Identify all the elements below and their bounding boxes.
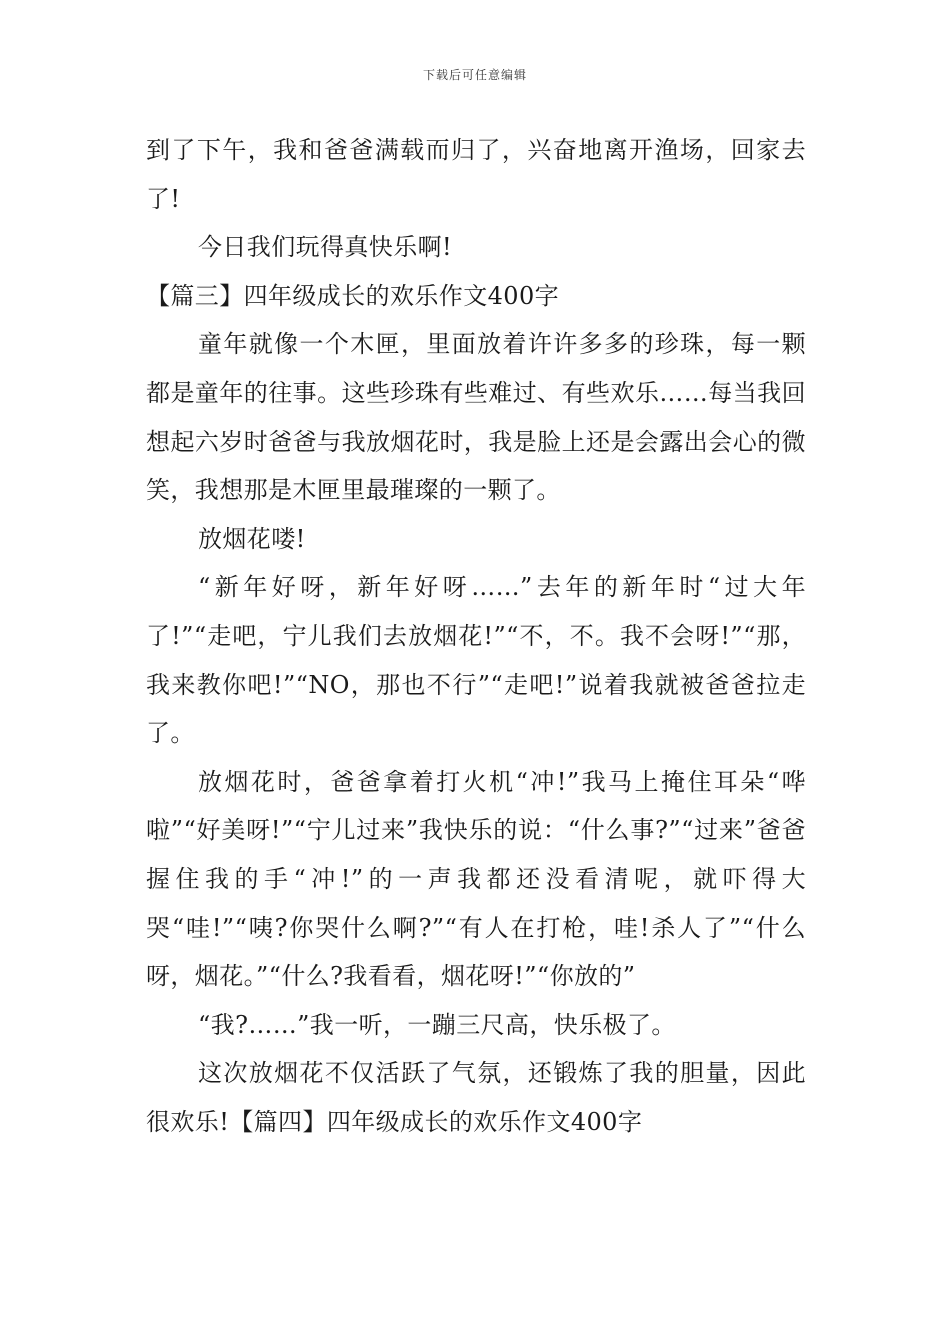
paragraph: 放烟花时，爸爸拿着打火机“冲!”我马上掩住耳朵“哗啦”“好美呀!”“宁儿过来”我快乐的说：“什么事?”“过来”爸爸握住我的手“冲!”的一声我都还没看清呢，就吓得大哭“哇!”“咦?你哭什么啊?”“有人在打枪，哇!杀人了”“什么呀，烟花。”“什么?我看看，烟花呀!”“你放的” [146, 767, 806, 991]
paragraph: 童年就像一个木匣，里面放着许许多多的珍珠，每一颗都是童年的往事。这些珍珠有些难过、有些欢乐……每当我回想起六岁时爸爸与我放烟花时，我是脸上还是会露出会心的微笑，我想那是木匣里最璀璨的一颗了。 [146, 330, 806, 505]
paragraph: “新年好呀，新年好呀……”去年的新年时“过大年了!”“走吧，宁儿我们去放烟花!”“不，不。我不会呀!”“那，我来教你吧!”“NO，那也不行”“走吧!”说着我就被爸爸拉走了。 [146, 573, 806, 748]
paragraph: 到了下午，我和爸爸满载而归了，兴奋地离开渔场，回家去了! [146, 136, 806, 213]
document-body [146, 126, 806, 1146]
paragraph: 今日我们玩得真快乐啊! [198, 233, 453, 262]
page-header: 下载后可任意编辑 [422, 68, 527, 82]
section-heading: 【篇三】四年级成长的欢乐作文400字 [146, 281, 560, 310]
paragraph: “我?……”我一听，一蹦三尺高，快乐极了。 [198, 1010, 676, 1039]
paragraph: 这次放烟花不仅活跃了气氛，还锻炼了我的胆量，因此很欢乐!【篇四】四年级成长的欢乐作文400字 [146, 1059, 806, 1136]
paragraph: 放烟花喽! [198, 524, 306, 553]
